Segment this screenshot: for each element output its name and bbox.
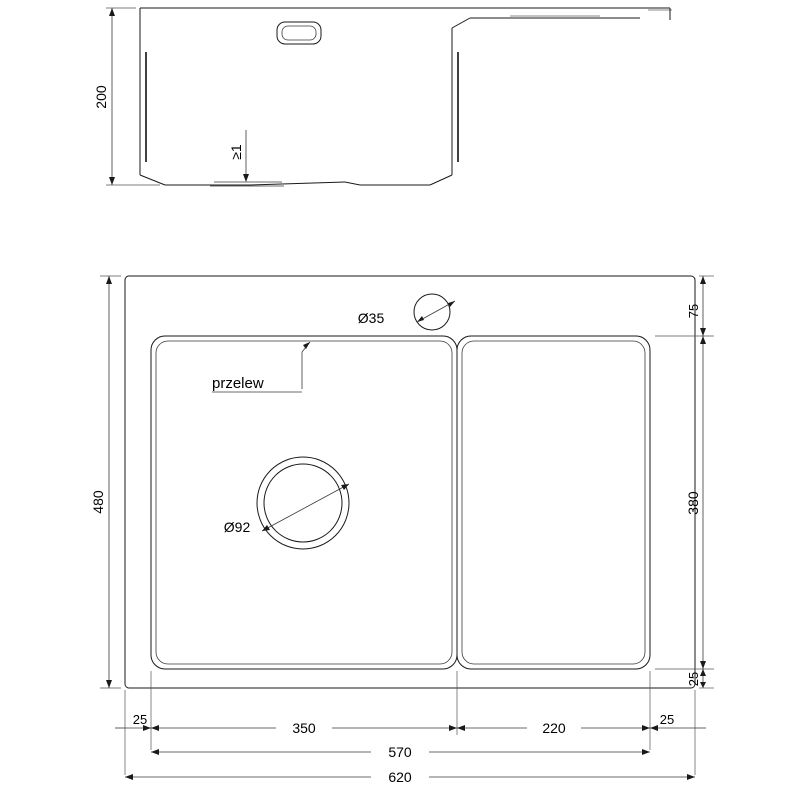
callout-overflow-label: przelew (212, 375, 264, 392)
dim-label-220: 220 (542, 720, 566, 736)
arrow-380-top (700, 336, 706, 344)
arrow-75-top (700, 276, 706, 284)
dim-label-620: 620 (388, 769, 412, 785)
arrow-620-right (687, 774, 695, 780)
dim-label-25-right-h: 25 (659, 712, 675, 727)
arrow-480-bottom (106, 680, 112, 688)
plan-side-bowl-inner (462, 341, 645, 664)
dim-label-25-right: 25 (686, 671, 701, 687)
arrow-200-bottom (109, 177, 115, 185)
dim-label-slope: ≥1 (228, 144, 244, 160)
plan-view (90, 276, 714, 785)
section-right-bottom-chamfer (430, 175, 452, 185)
dim-label-570: 570 (388, 744, 412, 760)
dim-label-200: 200 (93, 85, 109, 109)
callout-tap-hole-label: Ø35 (357, 310, 385, 326)
dim-label-480: 480 (90, 490, 106, 514)
dim-label-75: 75 (686, 303, 701, 319)
arrow-220-left (457, 725, 465, 731)
plan-outer-outline (125, 276, 695, 688)
section-tap-hole-inner (282, 26, 316, 40)
arrow-480-top (106, 276, 112, 284)
arrow-drain-b (341, 484, 349, 490)
plan-main-bowl (151, 336, 457, 669)
plan-drain-outer (257, 457, 349, 549)
plan-tap-hole (414, 294, 450, 330)
section-left-bottom-chamfer (140, 175, 165, 185)
arrow-220-right (642, 725, 650, 731)
arrow-380-bottom (700, 661, 706, 669)
dim-label-350: 350 (292, 720, 316, 736)
arrow-350-left (151, 725, 159, 731)
arrow-570-left (151, 749, 159, 755)
dim-label-380: 380 (685, 491, 701, 515)
arrow-75-bottom (700, 328, 706, 336)
section-tap-hole (277, 22, 321, 44)
arrow-overflow (303, 342, 310, 349)
arrow-570-right (642, 749, 650, 755)
section-bottom-slope-b (345, 182, 360, 185)
section-bottom-slope-a (250, 182, 345, 185)
section-view (93, 8, 672, 186)
plan-drain-inner (264, 464, 342, 542)
arrow-25r-h (650, 725, 658, 731)
arrow-tap-hole-a (417, 316, 424, 322)
section-deck-ramp (452, 18, 470, 28)
arrow-620-left (125, 774, 133, 780)
arrow-350-right (449, 725, 457, 731)
callout-drain-label: Ø92 (223, 519, 251, 535)
arrow-slope-down (243, 174, 249, 182)
plan-main-bowl-inner (156, 341, 452, 664)
plan-side-bowl (457, 336, 650, 669)
dim-label-25-left: 25 (132, 712, 148, 727)
arrow-200-top (109, 8, 115, 16)
